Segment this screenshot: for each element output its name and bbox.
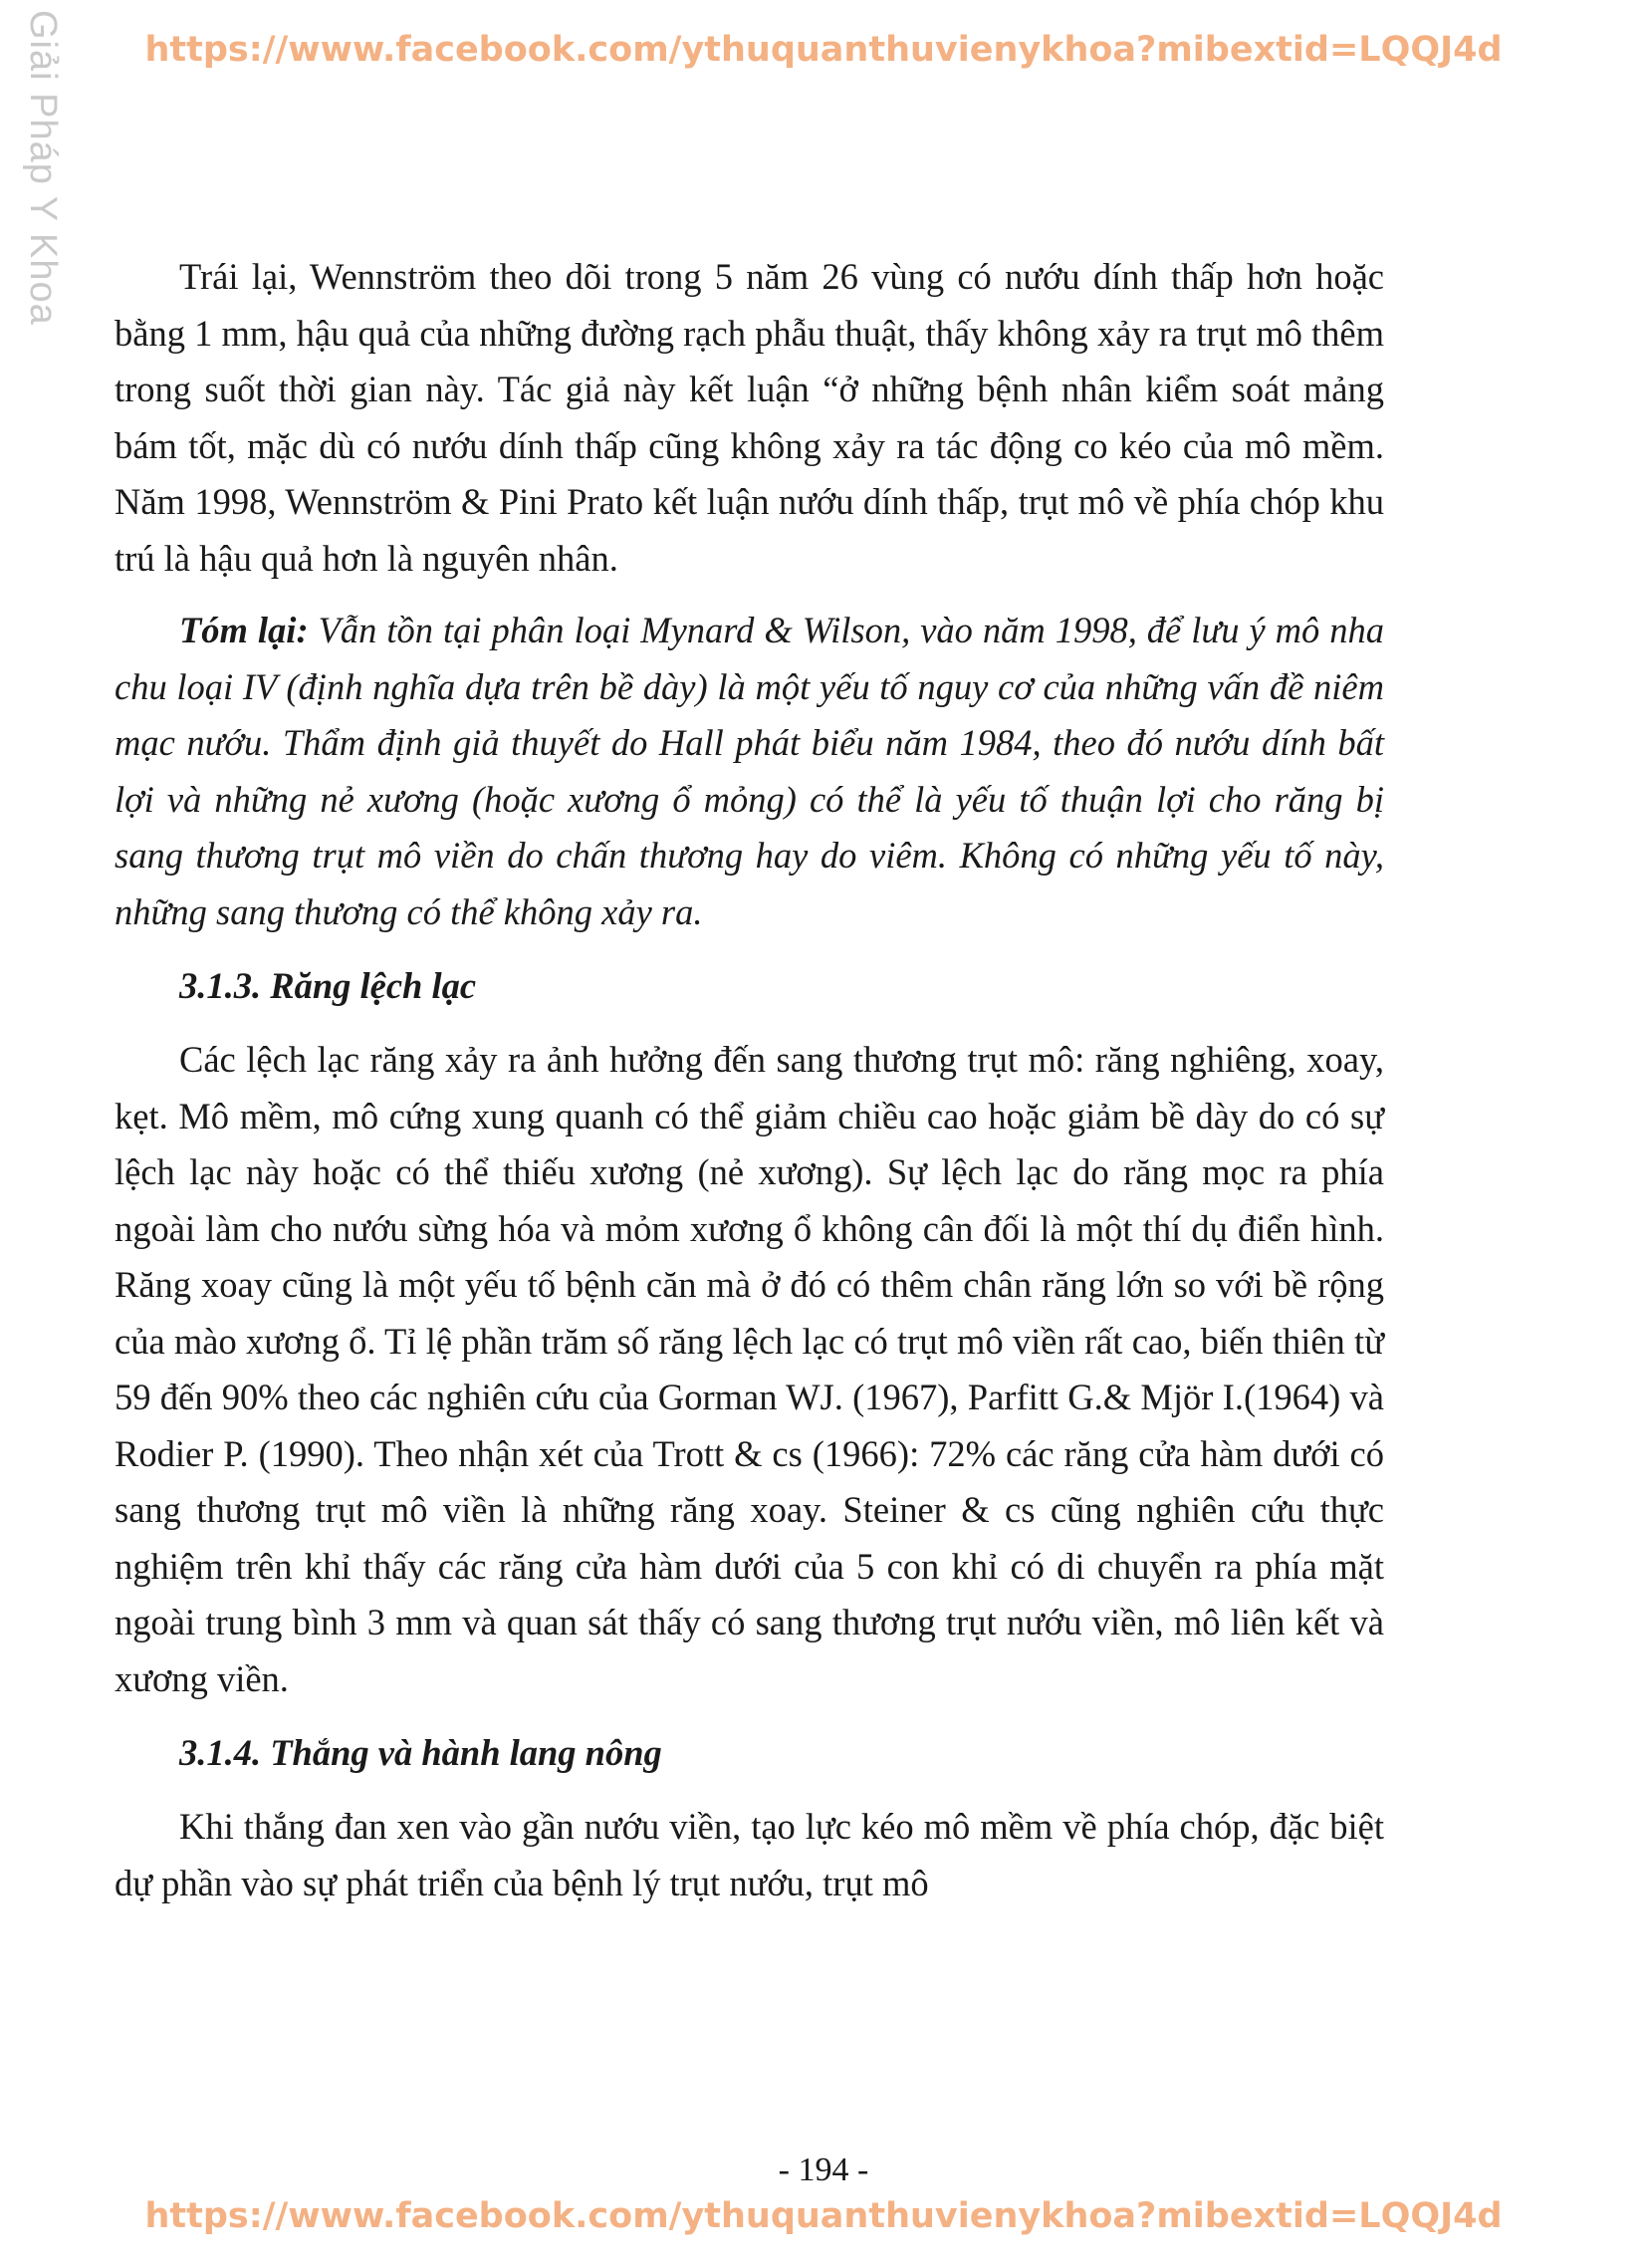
summary-text: Vẫn tồn tại phân loại Mynard & Wilson, vào năm 1998, để lưu ý mô nha chu loại IV (định nghĩa dựa trên bề dày) là một yếu tố nguy cơ của những vấn đề niêm mạc nướu. Thẩm định giả thuyết do Hall phát biểu năm 1984, theo đó nướu dính bất lợi và những nẻ xương (hoặc xương ổ mỏng) có thể là yếu tố thuận lợi cho răng bị sang thương trụt mô viền do chấn thương hay do viêm. Không có những yếu tố này, những sang thương có thể không xảy ra. bbox=[115, 610, 1385, 932]
url-watermark-top[interactable]: https://www.facebook.com/ythuquanthuvienykhoa?mibextid=LQQJ4d bbox=[144, 30, 1503, 70]
url-watermark-bottom[interactable]: https://www.facebook.com/ythuquanthuvienykhoa?mibextid=LQQJ4d bbox=[144, 2196, 1503, 2236]
side-watermark: Giải Pháp Y Khoa bbox=[22, 10, 64, 326]
paragraph-3: Các lệch lạc răng xảy ra ảnh hưởng đến sang thương trụt mô: răng nghiêng, xoay, kẹt. Mô mềm, mô cứng xung quanh có thể giảm chiều cao hoặc giảm bề dày do có sự lệch lạc này hoặc có thể thiếu xương (nẻ xương). Sự lệch lạc do răng mọc ra phía ngoài làm cho nướu sừng hóa và mỏm xương ổ không cân đối là một thí dụ điển hình. Răng xoay cũng là một yếu tố bệnh căn mà ở đó có thêm chân răng lớn so với bề rộng của mào xương ổ. Tỉ lệ phần trăm số răng lệch lạc có trụt mô viền rất cao, biến thiên từ 59 đến 90% theo các nghiên cứu của Gorman WJ. (1967), Parfitt G.& Mjör I.(1964) và Rodier P. (1990). Theo nhận xét của Trott & cs (1966): 72% các răng cửa hàm dưới có sang thương trụt mô viền là những răng xoay. Steiner & cs cũng nghiên cứu thực nghiệm trên khỉ thấy các răng cửa hàm dưới của 5 con khỉ có di chuyển ra phía mặt ngoài trung bình 3 mm và quan sát thấy có sang thương trụt nướu viền, mô liên kết và xương viền. bbox=[115, 1039, 1384, 1699]
paragraph-4: Khi thắng đan xen vào gần nướu viền, tạo lực kéo mô mềm về phía chóp, đặc biệt dự phần vào sự phát triển của bệnh lý trụt nướu, trụt mô bbox=[115, 1806, 1384, 1903]
section-heading-3-1-3: 3.1.3. Răng lệch lạc bbox=[179, 965, 477, 1006]
summary-lead: Tóm lại: bbox=[179, 610, 309, 650]
summary-paragraph bbox=[115, 603, 1384, 940]
page-number: - 194 - bbox=[778, 2151, 869, 2188]
page-content bbox=[115, 249, 1384, 1911]
paragraph-1: Trái lại, Wennström theo dõi trong 5 năm 26 vùng có nướu dính thấp hơn hoặc bằng 1 mm, hậu quả của những đường rạch phẫu thuật, thấy không xảy ra trụt mô thêm trong suốt thời gian này. Tác giả này kết luận “ở những bệnh nhân kiểm soát mảng bám tốt, mặc dù có nướu dính thấp cũng không xảy ra tác động co kéo của mô mềm. Năm 1998, Wennström & Pini Prato kết luận nướu dính thấp, trụt mô về phía chóp khu trú là hậu quả hơn là nguyên nhân. bbox=[115, 256, 1384, 579]
section-heading-3-1-4: 3.1.4. Thắng và hành lang nông bbox=[179, 1732, 662, 1773]
